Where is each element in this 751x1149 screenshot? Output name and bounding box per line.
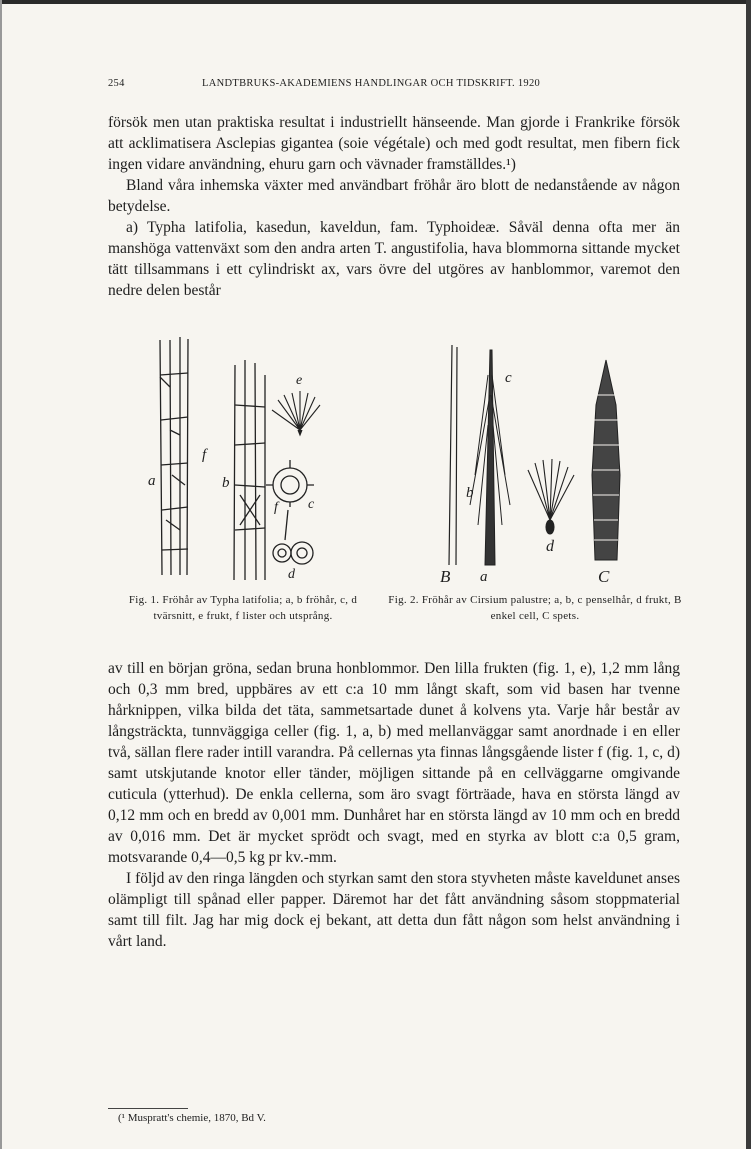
fig1-hair-a <box>160 337 188 575</box>
page-right-edge <box>746 0 751 1149</box>
body-text-bottom <box>108 658 680 952</box>
running-title: LANDTBRUKS-AKADEMIENS HANDLINGAR OCH TIDSKRIFT. 1920 <box>202 78 541 89</box>
fig2-fruit-d <box>528 459 574 534</box>
fig2-pencil-hair-a <box>470 350 510 565</box>
fig1-label-a: a <box>148 473 156 489</box>
paragraph-5: I följd av den ringa längden och styrkan samt den stora styvheten måste kaveldunet anses olämpligt till spånad eller papper. Däremot har det fått användning såsom stoppmaterial samt till filt. Jag har mig dock ej bekant, att detta dun fått någon som helst användning i vårt land. <box>108 870 680 950</box>
fig1-section-d <box>273 510 313 564</box>
paragraph-2: Bland våra inhemska växter med användbart fröhår äro blott de nedanstående av någon betydelse. <box>108 177 680 215</box>
fig2-label-c: c <box>505 370 512 386</box>
figure-2-caption: Fig. 2. Fröhår av Cirsium palustre; a, b, c penselhår, d frukt, B enkel cell, C spets. <box>388 594 682 622</box>
page-number: 254 <box>108 78 125 89</box>
body-text-top <box>108 112 680 301</box>
fig2-label-B: B <box>440 567 451 586</box>
paragraph-4: av till en början gröna, sedan bruna honblommor. Den lilla frukten (fig. 1, e), 1,2 mm lång och 0,3 mm bred, uppbäres av ett c:a 10 mm långt skaft, som vid basen har tvenne hårknippen, vilka bilda det täta, sammetsartade dunet å kolvens yta. Varje hår består av långsträckta, tunnväggiga celler (fig. 1, a, b) med mellanväggar samt anordnade i en eller två, sällan flere rader intill varandra. På cellernas yta finnas långsgående lister f (fig. 1, c, d) samt utskjutande knotor eller tänder, möjligen sittande på en cellväggarne omgivande cuticula (ytterhud). De enkla cellerna, som äro svagt förträade, hava en största längd av 0,12 mm och en bredd av 0,001 mm. Dunhåret har en största längd av 10 mm och en bredd av 0,016 mm. Det är mycket sprödt och svagt, med en styrka av blott c:a 0,5 gram, motsvarande 0,4—0,5 kg pr kv.-mm. <box>108 660 680 866</box>
paragraph-3: a) Typha latifolia, kasedun, kaveldun, fam. Typhoideæ. Såväl denna ofta mer än manshöga vattenväxt som den andra arten T. angustifolia, hava blommorna sittande mycket tätt tillsammans i ett cylindriskt ax, vars övre del utgöres av hanblommor, varemot den nedre delen består <box>108 219 680 299</box>
fig1-hair-b <box>234 360 265 580</box>
fig1-label-f1: f <box>202 447 207 463</box>
fig1-label-f2: f <box>274 500 278 515</box>
figure-1-caption: Fig. 1. Fröhår av Typha latifolia; a, b fröhår, c, d tvärsnitt, e frukt, f lister och utsprång. <box>128 594 358 622</box>
footnote-rule <box>108 1108 188 1109</box>
footnote: (¹ Muspratt's chemie, 1870, Bd V. <box>118 1112 266 1124</box>
fig1-label-d: d <box>288 567 295 582</box>
fig2-tip-C <box>592 360 620 560</box>
fig1-label-c: c <box>308 497 315 512</box>
page-left-edge <box>0 0 2 1149</box>
fig2-cell-B <box>449 345 457 565</box>
fig2-label-a: a <box>480 569 488 585</box>
fig2-label-b: b <box>466 485 474 501</box>
figures-area <box>100 335 690 585</box>
figure-illustrations <box>100 335 690 585</box>
fig2-label-C: C <box>598 567 610 586</box>
paragraph-1: försök men utan praktiska resultat i industriellt hänseende. Man gjorde i Frankrike försök att acklimatisera Asclepias gigantea (soie végétale) och med godt resultat, men fibern fick ingen vidare användning, ehuru garn och vävnader framställdes.¹) <box>108 114 680 173</box>
fig1-label-e: e <box>296 373 303 388</box>
fig1-fruit-e <box>272 391 320 435</box>
fig2-label-d: d <box>546 538 554 555</box>
page-top-edge <box>0 0 751 4</box>
fig1-label-b: b <box>222 475 230 491</box>
